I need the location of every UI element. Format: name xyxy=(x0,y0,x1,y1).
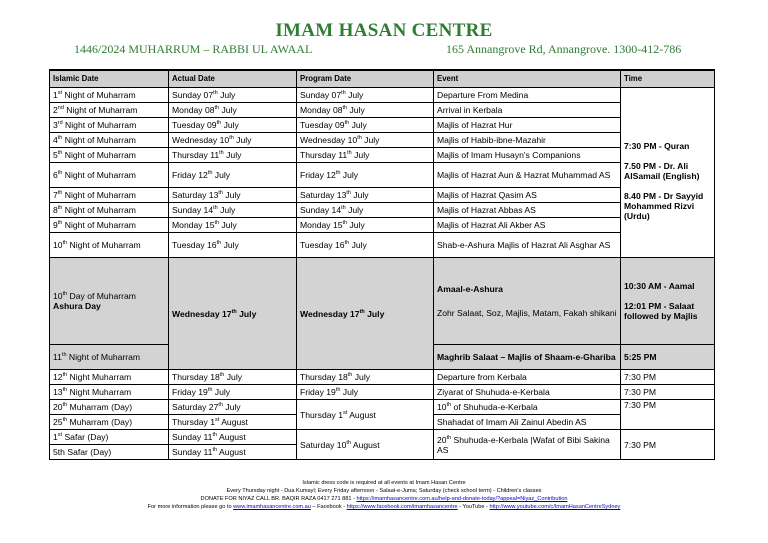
islamic-date-cell: 2nd Night of Muharram xyxy=(50,103,169,118)
salaat-time: 12:01 PM - Salaat followed by Majlis xyxy=(624,301,698,321)
table-row xyxy=(50,430,715,445)
event-cell: Shab-e-Ashura Majlis of Hazrat Ali Asghar AS xyxy=(434,233,621,258)
program-date-cell: Thursday 11th July xyxy=(297,148,434,163)
islamic-date-cell: 20th Muharram (Day) xyxy=(50,400,169,415)
islamic-date-cell: 5th Night of Muharram xyxy=(50,148,169,163)
actual-date-cell: Wednesday 17th July xyxy=(169,258,297,370)
actual-date-cell: Monday 08th July xyxy=(169,103,297,118)
event-cell: Departure from Kerbala xyxy=(434,370,621,385)
event-cell: Majlis of Imam Husayn's Companions xyxy=(434,148,621,163)
islamic-date-cell: 1st Safar (Day) xyxy=(50,430,169,445)
address-subtitle: 165 Annangrove Rd, Annangrove. 1300-412-786 xyxy=(446,42,682,56)
table-row xyxy=(50,133,715,148)
column-header: Event xyxy=(434,70,621,88)
program-date-cell: Tuesday 09th July xyxy=(297,118,434,133)
islamic-date-cell: 3rd Night of Muharram xyxy=(50,118,169,133)
islamic-date-cell: 11th Night of Muharram xyxy=(50,345,169,370)
islamic-date-cell: 7th Night of Muharram xyxy=(50,188,169,203)
islamic-date-cell xyxy=(50,258,169,345)
islamic-date-cell: 12th Night Muharram xyxy=(50,370,169,385)
program-date-cell: Tuesday 16th July xyxy=(297,233,434,258)
program-date-cell: Thursday 18th July xyxy=(297,370,434,385)
actual-date-cell: Sunday 07th July xyxy=(169,88,297,103)
event-cell: 20th Shuhuda-e-Kerbala |Wafat of Bibi Sakina AS xyxy=(434,430,621,460)
event-cell: Majlis of Hazrat Hur xyxy=(434,118,621,133)
program-date-cell: Monday 15th July xyxy=(297,218,434,233)
islamic-date-cell: 5th Safar (Day) xyxy=(50,445,169,460)
donation-note: DONATE FOR NIYAZ CALL BR. BAQIR RAZA 0417 271 881 - https://imamhasancentre.com.au/help-and-donate-today/?appeal=Niyaz_Contribution xyxy=(200,496,568,502)
donation-link[interactable]: https://imamhasancentre.com.au/help-and-donate-today/?appeal=Niyaz_Contribution xyxy=(356,496,568,502)
actual-date-cell: Saturday 27th July xyxy=(169,400,297,415)
column-header: Time xyxy=(621,70,715,88)
program-date-cell: Friday 12th July xyxy=(297,163,434,188)
table-row xyxy=(50,400,715,415)
event-cell: Majlis of Habib-ibne-Mazahir xyxy=(434,133,621,148)
time-cell: 7:30 PM xyxy=(621,385,715,400)
nightly-times-cell xyxy=(621,88,715,258)
actual-date-cell: Friday 12th July xyxy=(169,163,297,188)
event-cell: Majlis of Hazrat Aun & Hazrat Muhammad AS xyxy=(434,163,621,188)
actual-date-cell: Monday 15th July xyxy=(169,218,297,233)
islamic-date-cell: 8th Night of Muharram xyxy=(50,203,169,218)
islamic-date-cell: 9th Night of Muharram xyxy=(50,218,169,233)
program-date-cell: Friday 19th July xyxy=(297,385,434,400)
event-cell: Arrival in Kerbala xyxy=(434,103,621,118)
event-cell: Majlis of Hazrat Qasim AS xyxy=(434,188,621,203)
column-header: Actual Date xyxy=(169,70,297,88)
hijri-year-subtitle: 1446/2024 MUHARRUM – RABBI UL AWAAL xyxy=(74,42,313,56)
weekly-programs-note: Every Thursday night - Dua Kumayl; Every Friday afternoon - Salaat-e-Juma; Saturday (check school term) - Children's classes xyxy=(226,488,542,494)
program-date-cell: Thursday 1st August xyxy=(297,400,434,430)
table-row xyxy=(50,88,715,103)
event-cell xyxy=(434,258,621,345)
table-row-ashura xyxy=(50,258,715,345)
ashura-event-detail: Zohr Salaat, Soz, Majlis, Matam, Fakah shikani xyxy=(437,308,617,318)
time-cell: 7:30 PM xyxy=(621,370,715,385)
islamic-date-cell: 13th Night Muharram xyxy=(50,385,169,400)
table-row xyxy=(50,233,715,258)
event-cell: Majlis of Hazrat Abbas AS xyxy=(434,203,621,218)
column-header: Program Date xyxy=(297,70,434,88)
islamic-date-cell: 4th Night of Muharram xyxy=(50,133,169,148)
islamic-date-cell: 6th Night of Muharram xyxy=(50,163,169,188)
program-date-cell: Sunday 14th July xyxy=(297,203,434,218)
table-row xyxy=(50,370,715,385)
actual-date-cell: Tuesday 09th July xyxy=(169,118,297,133)
english-lecture-time: 7.50 PM - Dr. Ali AlSamail (English) xyxy=(624,160,700,181)
facebook-link[interactable]: https://www.facebook.com/imamhasancentre xyxy=(346,504,458,510)
actual-date-cell: Sunday 14th July xyxy=(169,203,297,218)
ashura-event-title: Amaal-e-Ashura xyxy=(437,284,503,294)
actual-date-cell: Sunday 11th August xyxy=(169,445,297,460)
more-info-note: For more information please go to www.imamhasancentre.com.au – Facebook - https://www.facebook.com/imamhasancentre - YouTube - http://www.youtube.com/c/ImamHasanCentreSydney xyxy=(147,504,621,510)
actual-date-cell: Sunday 11th August xyxy=(169,430,297,445)
event-cell: Shahadat of Imam Ali Zainul Abedin AS xyxy=(434,415,621,430)
table-row xyxy=(50,163,715,188)
ashura-time-cell xyxy=(621,258,715,345)
program-date-cell: Wednesday 17th July xyxy=(297,258,434,370)
dress-code-note: Islamic dress code is required at all events at Imam Hasan Centre xyxy=(302,480,466,486)
event-cell: Majlis of Hazrat Ali Akber AS xyxy=(434,218,621,233)
program-date-cell: Monday 08th July xyxy=(297,103,434,118)
actual-date-cell: Thursday 11th July xyxy=(169,148,297,163)
actual-date-cell: Thursday 1st August xyxy=(169,415,297,430)
time-cell: 7:30 PM xyxy=(621,400,715,430)
website-link[interactable]: www.imamhasancentre.com.au xyxy=(233,504,311,510)
ashura-date-line: 10th Day of Muharram xyxy=(53,291,136,301)
actual-date-cell: Thursday 18th July xyxy=(169,370,297,385)
youtube-link[interactable]: http://www.youtube.com/c/ImamHasanCentreSydney xyxy=(489,504,621,510)
actual-date-cell: Friday 19th July xyxy=(169,385,297,400)
program-date-cell: Saturday 13th July xyxy=(297,188,434,203)
table-row xyxy=(50,385,715,400)
table-header-row xyxy=(50,70,715,88)
program-date-cell: Saturday 10th August xyxy=(297,430,434,460)
actual-date-cell: Saturday 13th July xyxy=(169,188,297,203)
table-row xyxy=(50,218,715,233)
ashura-day-label: Ashura Day xyxy=(53,301,101,311)
table-row xyxy=(50,118,715,133)
time-cell: 7:30 PM xyxy=(621,430,715,460)
table-row xyxy=(50,148,715,163)
event-cell: Maghrib Salaat – Majlis of Shaam-e-Ghariba xyxy=(434,345,621,370)
column-header: Islamic Date xyxy=(50,70,169,88)
table-row xyxy=(50,203,715,218)
islamic-date-cell: 1st Night of Muharram xyxy=(50,88,169,103)
program-date-cell: Sunday 07th July xyxy=(297,88,434,103)
quran-time: 7:30 PM - Quran xyxy=(624,140,690,151)
schedule-table xyxy=(49,69,715,460)
islamic-date-cell: 25th Muharram (Day) xyxy=(50,415,169,430)
event-cell: Departure From Medina xyxy=(434,88,621,103)
event-cell: Ziyarat of Shuhuda-e-Kerbala xyxy=(434,385,621,400)
table-row xyxy=(50,103,715,118)
urdu-lecture-time: 8.40 PM - Dr Sayyid Mohammed Rizvi (Urdu) xyxy=(624,190,704,221)
actual-date-cell: Wednesday 10th July xyxy=(169,133,297,148)
actual-date-cell: Tuesday 16th July xyxy=(169,233,297,258)
islamic-date-cell: 10th Night of Muharram xyxy=(50,233,169,258)
aamal-time: 10:30 AM - Aamal xyxy=(624,281,695,291)
event-cell: 10th of Shuhuda-e-Kerbala xyxy=(434,400,621,415)
table-row xyxy=(50,188,715,203)
time-cell: 5:25 PM xyxy=(621,345,715,370)
program-date-cell: Wednesday 10th July xyxy=(297,133,434,148)
page-title: IMAM HASAN CENTRE xyxy=(275,20,493,41)
